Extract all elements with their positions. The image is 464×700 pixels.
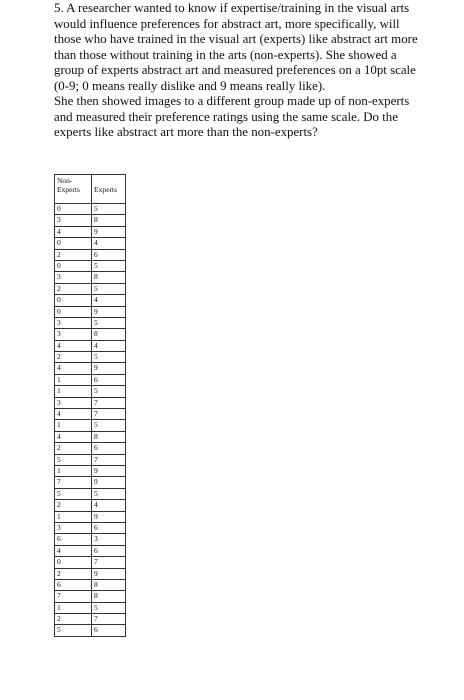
table-row — [55, 215, 126, 226]
experts-cell: 7 — [92, 614, 126, 625]
non-experts-cell: 2 — [55, 568, 92, 579]
experts-cell: 5 — [92, 283, 126, 294]
table-row — [55, 602, 126, 613]
non-experts-cell: 1 — [55, 420, 92, 431]
experts-cell: 9 — [92, 568, 126, 579]
table-row — [55, 386, 126, 397]
experts-cell: 6 — [92, 249, 126, 260]
table-row — [55, 363, 126, 374]
table-row — [55, 579, 126, 590]
table-row — [55, 431, 126, 442]
experts-cell: 5 — [92, 420, 126, 431]
header-experts: Experts — [92, 175, 126, 204]
non-experts-cell: 0 — [55, 238, 92, 249]
table-header-row — [55, 175, 126, 204]
table-row — [55, 283, 126, 294]
experts-cell: 9 — [92, 465, 126, 476]
table-row — [55, 488, 126, 499]
non-experts-cell: 1 — [55, 374, 92, 385]
non-experts-cell: 5 — [55, 625, 92, 636]
header-non-experts: Non-Experts — [55, 175, 92, 204]
table-row — [55, 238, 126, 249]
experts-cell: 5 — [92, 317, 126, 328]
experts-cell: 7 — [92, 557, 126, 568]
table-row — [55, 272, 126, 283]
non-experts-cell: 2 — [55, 249, 92, 260]
table-row — [55, 226, 126, 237]
non-experts-cell: 4 — [55, 431, 92, 442]
experts-cell: 5 — [92, 602, 126, 613]
non-experts-cell: 0 — [55, 295, 92, 306]
table-row — [55, 522, 126, 533]
non-experts-cell: 2 — [55, 614, 92, 625]
non-experts-cell: 0 — [55, 306, 92, 317]
non-experts-cell: 2 — [55, 500, 92, 511]
table-row — [55, 568, 126, 579]
table-body — [55, 204, 126, 637]
experts-cell: 6 — [92, 522, 126, 533]
experts-cell: 8 — [92, 431, 126, 442]
question-paragraph-2: She then showed images to a different group made up of non-experts and measured their preference ratings using the same scale. Do the experts like abstract art more than the non-experts? — [54, 94, 410, 139]
table-row — [55, 249, 126, 260]
experts-cell: 4 — [92, 238, 126, 249]
non-experts-cell: 0 — [55, 557, 92, 568]
experts-cell: 7 — [92, 454, 126, 465]
table-row — [55, 625, 126, 636]
experts-cell: 6 — [92, 625, 126, 636]
non-experts-cell: 4 — [55, 409, 92, 420]
experts-cell: 9 — [92, 477, 126, 488]
table-row — [55, 545, 126, 556]
non-experts-cell: 5 — [55, 454, 92, 465]
non-experts-cell: 4 — [55, 340, 92, 351]
non-experts-cell: 7 — [55, 591, 92, 602]
table-row — [55, 454, 126, 465]
non-experts-cell: 2 — [55, 443, 92, 454]
non-experts-cell: 3 — [55, 272, 92, 283]
experts-cell: 6 — [92, 443, 126, 454]
question-text — [54, 1, 424, 141]
data-table — [54, 174, 126, 637]
table-row — [55, 204, 126, 215]
experts-cell: 5 — [92, 386, 126, 397]
experts-cell: 8 — [92, 329, 126, 340]
non-experts-cell: 6 — [55, 579, 92, 590]
non-experts-cell: 4 — [55, 226, 92, 237]
table-row — [55, 443, 126, 454]
experts-cell: 5 — [92, 260, 126, 271]
table-row — [55, 295, 126, 306]
table-row — [55, 260, 126, 271]
experts-cell: 9 — [92, 306, 126, 317]
non-experts-cell: 3 — [55, 317, 92, 328]
experts-cell: 9 — [92, 363, 126, 374]
question-paragraph-1: 5. A researcher wanted to know if expertise/training in the visual arts would influence preferences for abstract art, more specifically, will those who have trained in the visual art (experts) like abstract art more than those without training in the arts (non-experts). She showed a group of experts abstract art and measured preferences on a 10pt scale (0-9; 0 means really dislike and 9 means really like). — [54, 1, 418, 93]
experts-cell: 5 — [92, 352, 126, 363]
non-experts-cell: 3 — [55, 397, 92, 408]
table-row — [55, 591, 126, 602]
experts-cell: 5 — [92, 204, 126, 215]
non-experts-cell: 6 — [55, 534, 92, 545]
non-experts-cell: 3 — [55, 329, 92, 340]
table-row — [55, 477, 126, 488]
non-experts-cell: 4 — [55, 545, 92, 556]
non-experts-cell: 1 — [55, 465, 92, 476]
experts-cell: 9 — [92, 226, 126, 237]
experts-cell: 7 — [92, 409, 126, 420]
non-experts-cell: 3 — [55, 215, 92, 226]
experts-cell: 8 — [92, 272, 126, 283]
table-row — [55, 614, 126, 625]
experts-cell: 4 — [92, 500, 126, 511]
non-experts-cell: 4 — [55, 363, 92, 374]
table-row — [55, 397, 126, 408]
experts-cell: 9 — [92, 511, 126, 522]
non-experts-cell: 0 — [55, 204, 92, 215]
non-experts-cell: 2 — [55, 352, 92, 363]
experts-cell: 6 — [92, 545, 126, 556]
table-row — [55, 534, 126, 545]
non-experts-cell: 5 — [55, 488, 92, 499]
non-experts-cell: 7 — [55, 477, 92, 488]
table-row — [55, 374, 126, 385]
table-row — [55, 465, 126, 476]
table-row — [55, 409, 126, 420]
non-experts-cell: 3 — [55, 522, 92, 533]
experts-cell: 8 — [92, 215, 126, 226]
experts-cell: 4 — [92, 340, 126, 351]
experts-cell: 4 — [92, 295, 126, 306]
non-experts-cell: 1 — [55, 386, 92, 397]
table-row — [55, 352, 126, 363]
table-row — [55, 420, 126, 431]
table-row — [55, 317, 126, 328]
experts-cell: 6 — [92, 374, 126, 385]
table-row — [55, 306, 126, 317]
experts-cell: 8 — [92, 591, 126, 602]
table-row — [55, 340, 126, 351]
table-row — [55, 329, 126, 340]
table-row — [55, 557, 126, 568]
experts-cell: 3 — [92, 534, 126, 545]
experts-cell: 5 — [92, 488, 126, 499]
non-experts-cell: 0 — [55, 260, 92, 271]
experts-cell: 7 — [92, 397, 126, 408]
non-experts-cell: 1 — [55, 602, 92, 613]
experts-cell: 8 — [92, 579, 126, 590]
non-experts-cell: 1 — [55, 511, 92, 522]
non-experts-cell: 2 — [55, 283, 92, 294]
table-row — [55, 500, 126, 511]
table-row — [55, 511, 126, 522]
